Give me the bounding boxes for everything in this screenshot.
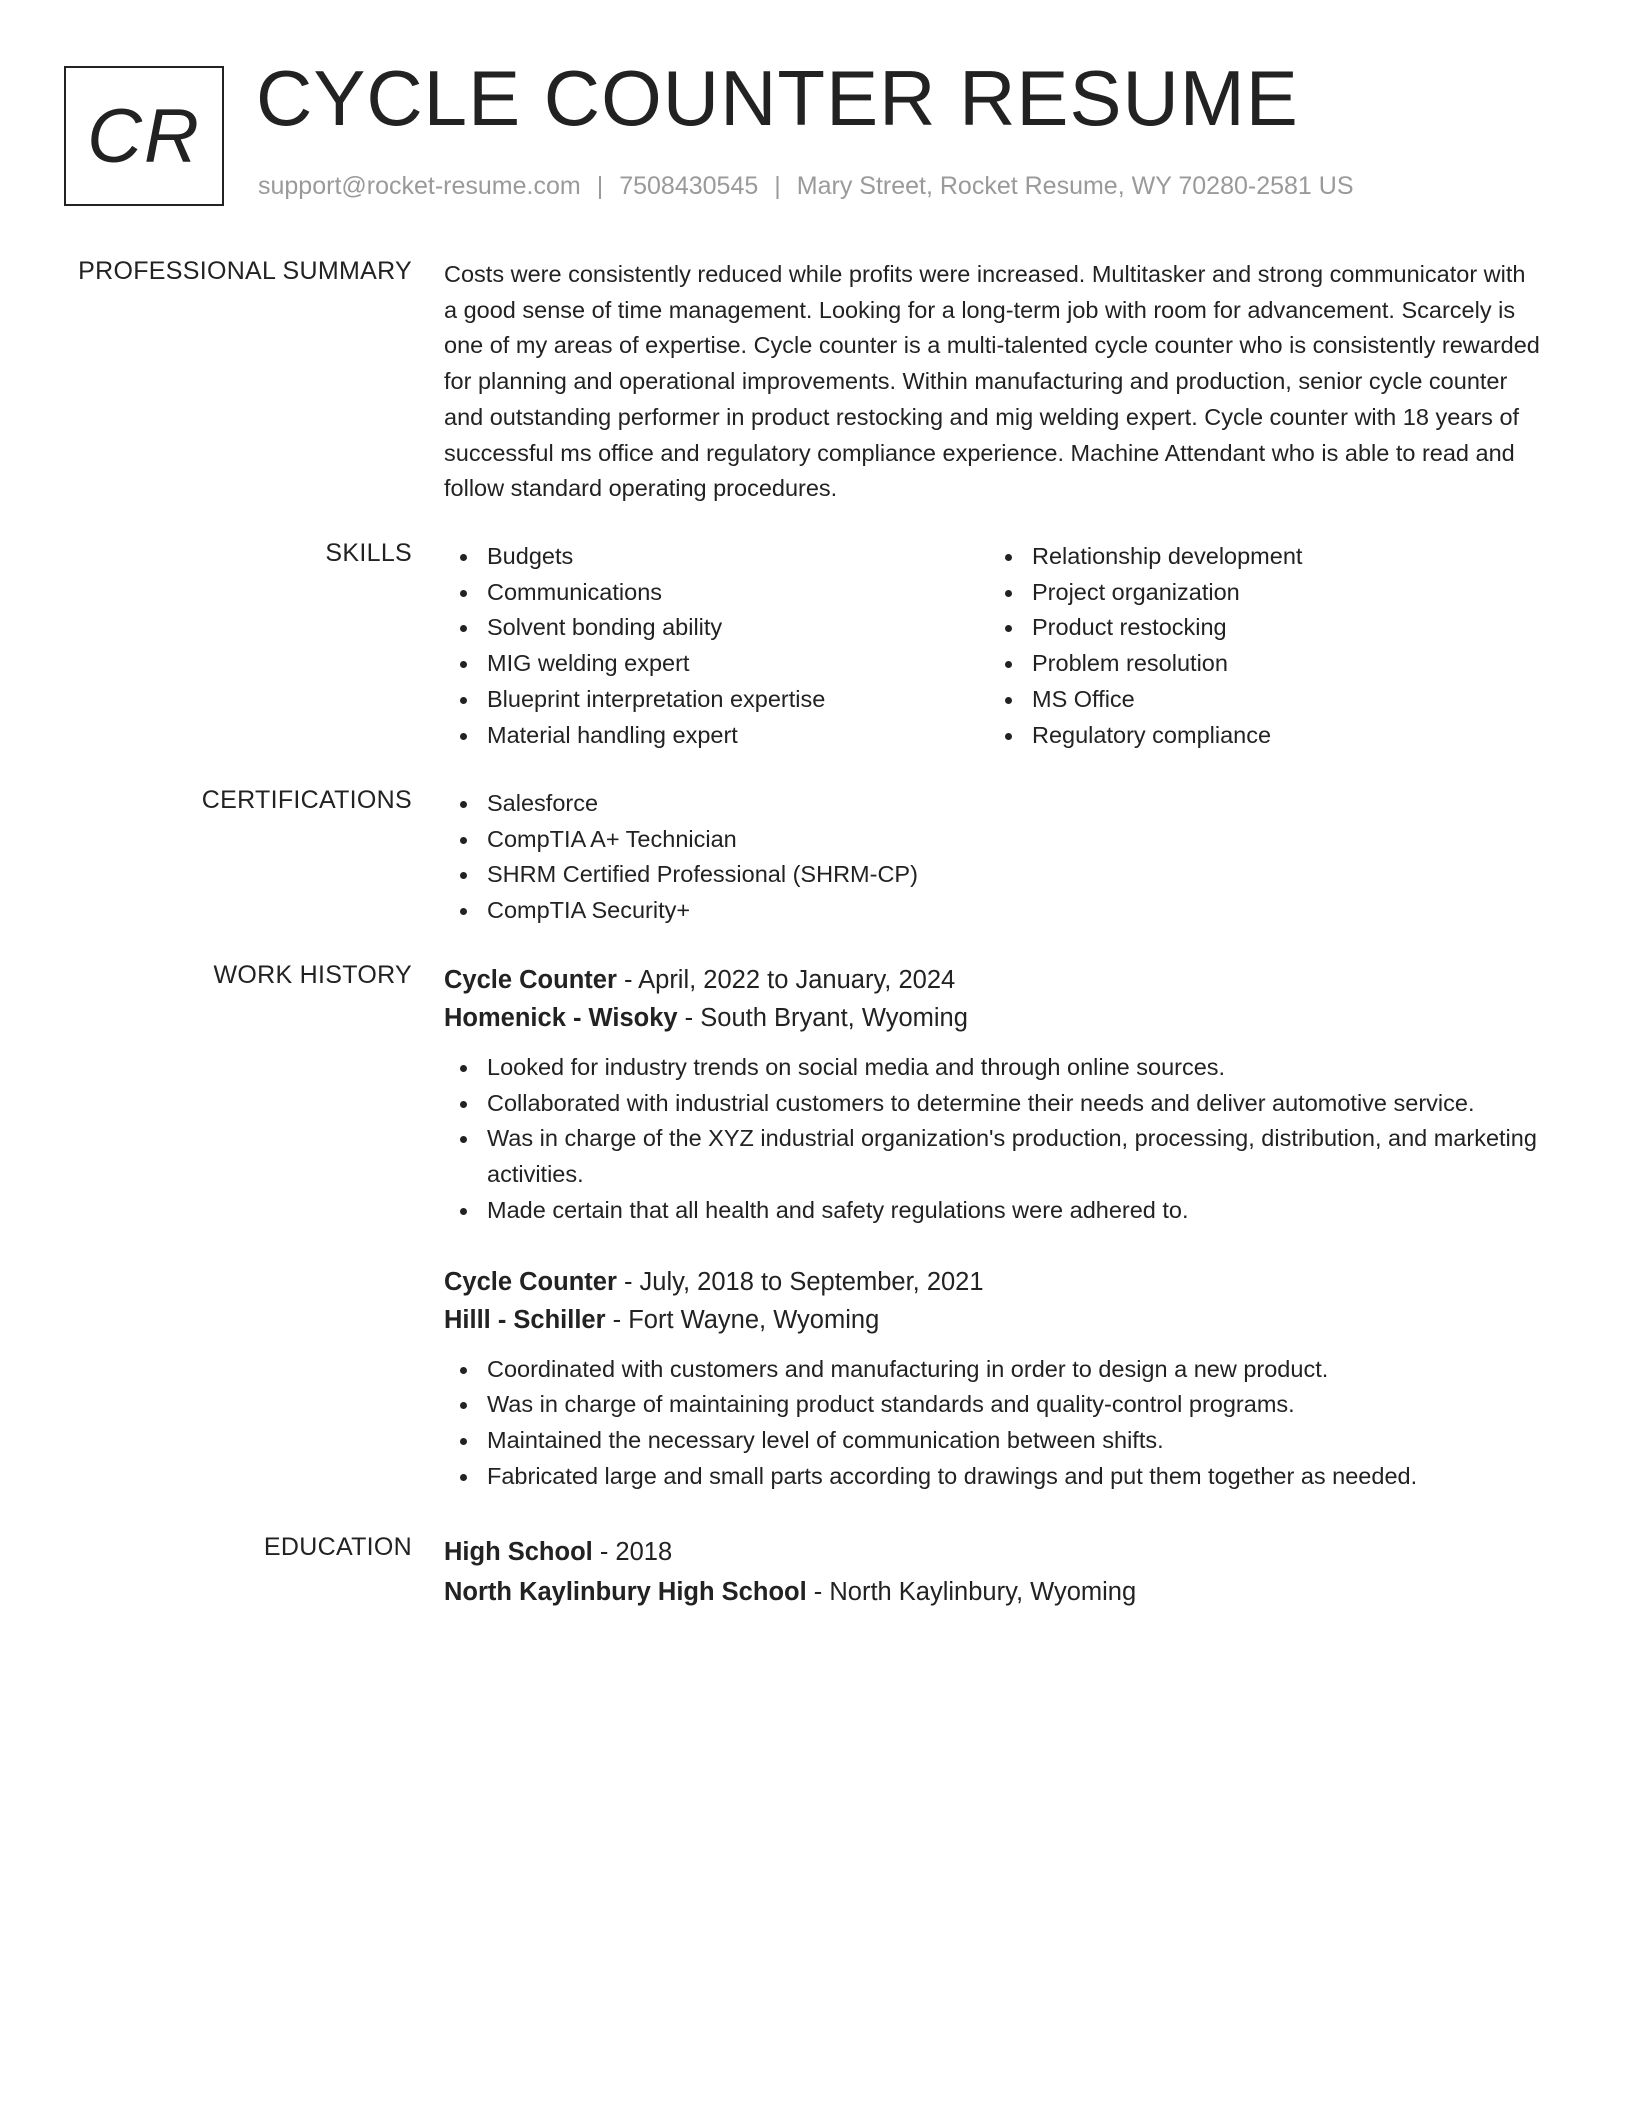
job-duty: Coordinated with customers and manufacturing in order to design a new product.: [444, 1352, 1544, 1388]
job-dates: - July, 2018 to September, 2021: [616, 1267, 984, 1296]
education-school: North Kaylinbury High School: [444, 1578, 807, 1606]
job-duty: Was in charge of maintaining product standards and quality-control programs.: [444, 1387, 1544, 1423]
skill-item: Material handling expert: [444, 718, 989, 754]
job-duty: Fabricated large and small parts according to drawings and put them together as needed.: [444, 1459, 1544, 1495]
job-company: Homenick - Wisoky: [444, 1004, 678, 1032]
education-year: - 2018: [592, 1538, 673, 1566]
section-heading-work-history: WORK HISTORY: [213, 961, 412, 989]
skills-list-left: [444, 539, 989, 753]
job-location: - South Bryant, Wyoming: [677, 1004, 968, 1032]
skill-item: Communications: [444, 575, 989, 611]
certifications-list: [444, 786, 1544, 929]
section-heading-education: EDUCATION: [263, 1533, 412, 1561]
certification-item: Salesforce: [444, 786, 1544, 822]
work-history-body: [444, 961, 1544, 1494]
skill-item: Blueprint interpretation expertise: [444, 682, 989, 718]
job-duty: Was in charge of the XYZ industrial organization's production, processing, distribution, and marketing activities.: [444, 1121, 1544, 1192]
skill-item: Relationship development: [989, 539, 1534, 575]
job-duty: Collaborated with industrial customers to determine their needs and deliver automotive service.: [444, 1086, 1544, 1122]
job-entry: [444, 961, 1544, 1229]
skill-item: Product restocking: [989, 610, 1534, 646]
job-duty: Looked for industry trends on social media and through online sources.: [444, 1050, 1544, 1086]
page-title: CYCLE COUNTER RESUME: [256, 54, 1299, 142]
skill-item: Problem resolution: [989, 646, 1534, 682]
education-school-line: [444, 1573, 1544, 1611]
job-company-line: [444, 999, 1544, 1037]
job-dates: - April, 2022 to January, 2024: [616, 966, 956, 994]
education-body: [444, 1533, 1544, 1611]
contact-phone[interactable]: 7508430545: [619, 172, 759, 200]
job-location: - Fort Wayne, Wyoming: [605, 1305, 880, 1334]
job-title: Cycle Counter: [444, 966, 617, 994]
education-degree-line: [444, 1533, 1544, 1571]
contact-line: [258, 172, 1354, 201]
job-company: Hilll - Schiller: [444, 1305, 606, 1334]
education-degree: High School: [444, 1538, 593, 1566]
job-entry: [444, 1263, 1544, 1495]
monogram-logo: CR: [64, 66, 224, 206]
certification-item: SHRM Certified Professional (SHRM-CP): [444, 857, 1544, 893]
contact-separator: |: [596, 172, 604, 200]
summary-text: Costs were consistently reduced while profits were increased. Multitasker and strong communicator with a good sense of time management. Looking for a long-term job with room for advancement. Scarcely is one of my areas of expertise. Cycle counter is a multi-talented cycle counter who is consistently rewarded for planning and operational improvements. Within manufacturing and production, senior cycle counter and outstanding performer in product restocking and mig welding expert. Cycle counter with 18 years of successful ms office and regulatory compliance experience. Machine Attendant who is able to read and follow standard operating procedures.: [444, 261, 1540, 502]
contact-address: Mary Street, Rocket Resume, WY 70280-2581 US: [796, 172, 1354, 200]
job-duties-list: [444, 1352, 1544, 1495]
section-heading-skills: SKILLS: [325, 539, 412, 567]
summary-body: [444, 257, 1544, 507]
job-duty: Maintained the necessary level of communication between shifts.: [444, 1423, 1544, 1459]
skill-item: Project organization: [989, 575, 1534, 611]
job-company-line: [444, 1301, 1544, 1339]
job-title: Cycle Counter: [444, 1267, 617, 1296]
job-title-line: [444, 961, 1544, 999]
skill-item: Solvent bonding ability: [444, 610, 989, 646]
job-duties-list: [444, 1050, 1544, 1229]
skills-list-right: [989, 539, 1534, 753]
skill-item: MS Office: [989, 682, 1534, 718]
certification-item: CompTIA Security+: [444, 893, 1544, 929]
skill-item: Regulatory compliance: [989, 718, 1534, 754]
certification-item: CompTIA A+ Technician: [444, 822, 1544, 858]
skill-item: Budgets: [444, 539, 989, 575]
contact-separator: |: [774, 172, 781, 200]
skill-item: MIG welding expert: [444, 646, 989, 682]
certifications-body: [444, 786, 1544, 929]
skills-body: [444, 539, 1544, 753]
section-heading-certifications: CERTIFICATIONS: [201, 786, 412, 814]
education-location: - North Kaylinbury, Wyoming: [806, 1578, 1137, 1606]
job-duty: Made certain that all health and safety regulations were adhered to.: [444, 1193, 1544, 1229]
section-heading-summary: PROFESSIONAL SUMMARY: [78, 257, 412, 285]
job-title-line: [444, 1263, 1544, 1301]
contact-email[interactable]: support@rocket-resume.com: [258, 172, 581, 200]
